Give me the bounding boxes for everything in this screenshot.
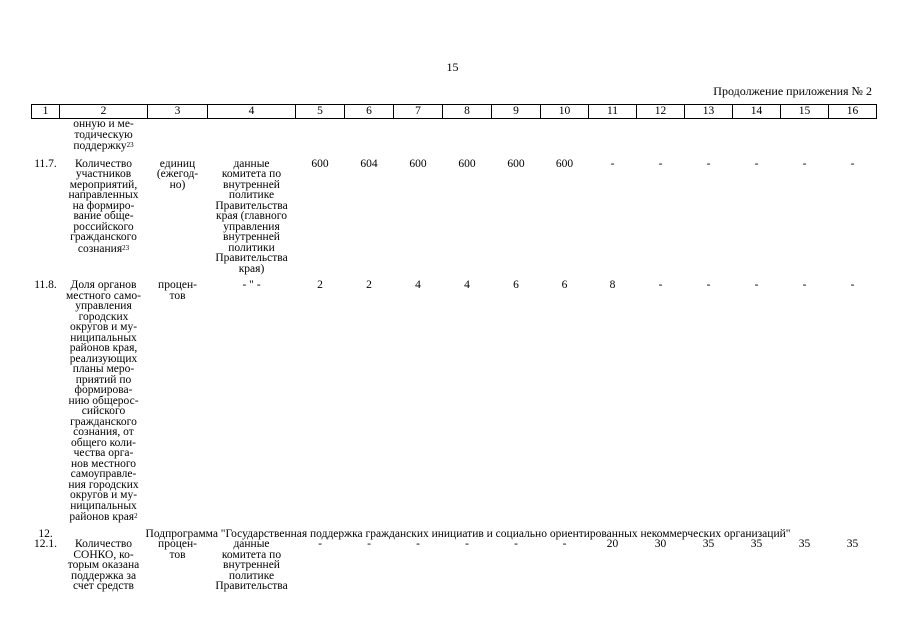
header-cell: 11: [589, 105, 637, 119]
subprogram-number: 12.: [38, 527, 53, 540]
value-cell: -: [318, 538, 322, 550]
unit-cell: процен- тов: [158, 279, 197, 302]
value-cell: -: [754, 157, 759, 170]
row-number: 12.1.: [34, 538, 57, 550]
value-cell: 35: [846, 538, 859, 550]
header-row: [32, 105, 877, 119]
value-cell: 6: [513, 279, 519, 291]
header-cell: 9: [492, 105, 541, 119]
header-cell: 6: [345, 105, 394, 119]
subprogram-row: [32, 523, 877, 540]
page-number: 15: [446, 60, 459, 74]
indicator-name: онную и ме- тодическую поддержку$^{23}$: [73, 118, 134, 152]
value-cell: 604: [360, 157, 378, 170]
value-cell: [492, 119, 541, 152]
value-cell: -: [850, 157, 855, 170]
value-cell: 35: [750, 538, 763, 550]
indicator-name: Доля органов местного само- управления городских округов и му- ниципальных районов края, реализующих планы меро- приятий по формирова- нию общерос- сийского гражданского сознания, от общего коли- чества орга- нов местного самоуправле- ния городских округов и му- ниципальных районов края$^2$: [66, 279, 141, 523]
value-cell: -: [706, 279, 711, 291]
value-cell: -: [802, 157, 807, 170]
indicator-name: Количество СОНКО, ко- торым оказана поддержка за счет средств: [67, 538, 140, 592]
value-cell: 600: [507, 157, 525, 170]
value-cell: 35: [702, 538, 715, 550]
header-cell: 7: [394, 105, 443, 119]
value-cell: -: [465, 538, 469, 550]
value-cell: -: [367, 538, 371, 550]
value-cell: 600: [409, 157, 427, 170]
value-cell: 35: [798, 538, 811, 550]
source-cell: [208, 119, 296, 152]
footnote-mark: 23: [122, 243, 130, 252]
value-cell: -: [850, 279, 855, 291]
value-cell: -: [754, 279, 759, 291]
value-cell: [394, 119, 443, 152]
value-cell: -: [562, 538, 567, 550]
source-cell: данные комитета по внутренней политике Правительства края (главного управления внутренней политики Правительства края): [215, 157, 288, 275]
table-row: [32, 539, 877, 592]
value-cell: [541, 119, 589, 152]
source-cell: - " -: [242, 279, 261, 291]
value-cell: 20: [606, 538, 619, 550]
header-cell: 4: [208, 105, 296, 119]
value-cell: -: [658, 279, 663, 291]
continuation-label: Продолжение приложения № 2: [713, 84, 872, 98]
value-cell: 8: [609, 279, 616, 291]
header-cell: 15: [781, 105, 829, 119]
value-cell: [296, 119, 345, 152]
row-number: 11.7.: [34, 157, 57, 170]
subprogram-title: Подпрограмма "Государственная поддержка гражданских инициатив и социально ориентированных некоммерческих организаций": [145, 527, 791, 540]
footnote-mark: 23: [126, 141, 134, 149]
value-cell: 4: [464, 279, 470, 291]
table-row: [32, 159, 877, 275]
value-cell: 600: [555, 157, 574, 170]
value-cell: 4: [415, 279, 421, 291]
header-cell: 2: [60, 105, 148, 119]
value-cell: [345, 119, 394, 152]
unit-cell: единиц (ежегод- но): [156, 157, 199, 191]
header-cell: 3: [148, 105, 208, 119]
value-cell: 2: [317, 279, 323, 291]
value-cell: -: [658, 157, 663, 170]
value-cell: 600: [458, 157, 476, 170]
source-cell: данные комитета по внутренней политике Правительства: [215, 538, 288, 592]
header-cell: 12: [637, 105, 685, 119]
value-cell: [829, 119, 877, 152]
value-cell: 2: [366, 279, 372, 291]
header-cell: 8: [443, 105, 492, 119]
value-cell: [443, 119, 492, 152]
value-cell: 6: [561, 279, 568, 291]
row-number: [32, 119, 60, 152]
value-cell: [781, 119, 829, 152]
unit-cell: процен- тов: [158, 538, 197, 561]
indicators-table: [31, 104, 877, 592]
table-row: [32, 280, 877, 523]
value-cell: -: [706, 157, 711, 170]
value-cell: [733, 119, 781, 152]
header-cell: 10: [541, 105, 589, 119]
value-cell: -: [416, 538, 420, 550]
value-cell: [589, 119, 637, 152]
value-cell: [685, 119, 733, 152]
header-cell: 14: [733, 105, 781, 119]
header-cell: 13: [685, 105, 733, 119]
value-cell: -: [610, 157, 615, 170]
header-cell: 5: [296, 105, 345, 119]
header-cell: 1: [32, 105, 60, 119]
row-number: 11.8.: [34, 279, 57, 291]
value-cell: -: [514, 538, 518, 550]
header-cell: 16: [829, 105, 877, 119]
indicator-name: Количество участников мероприятий, направленных на формиро- вание обще- российского гражданского сознания$^{23}$: [68, 157, 139, 255]
value-cell: 30: [654, 538, 667, 550]
unit-cell: [148, 119, 208, 152]
table-row: [32, 119, 877, 152]
value-cell: -: [802, 279, 807, 291]
value-cell: 600: [311, 157, 329, 170]
value-cell: [637, 119, 685, 152]
footnote-mark: 2: [134, 512, 138, 520]
